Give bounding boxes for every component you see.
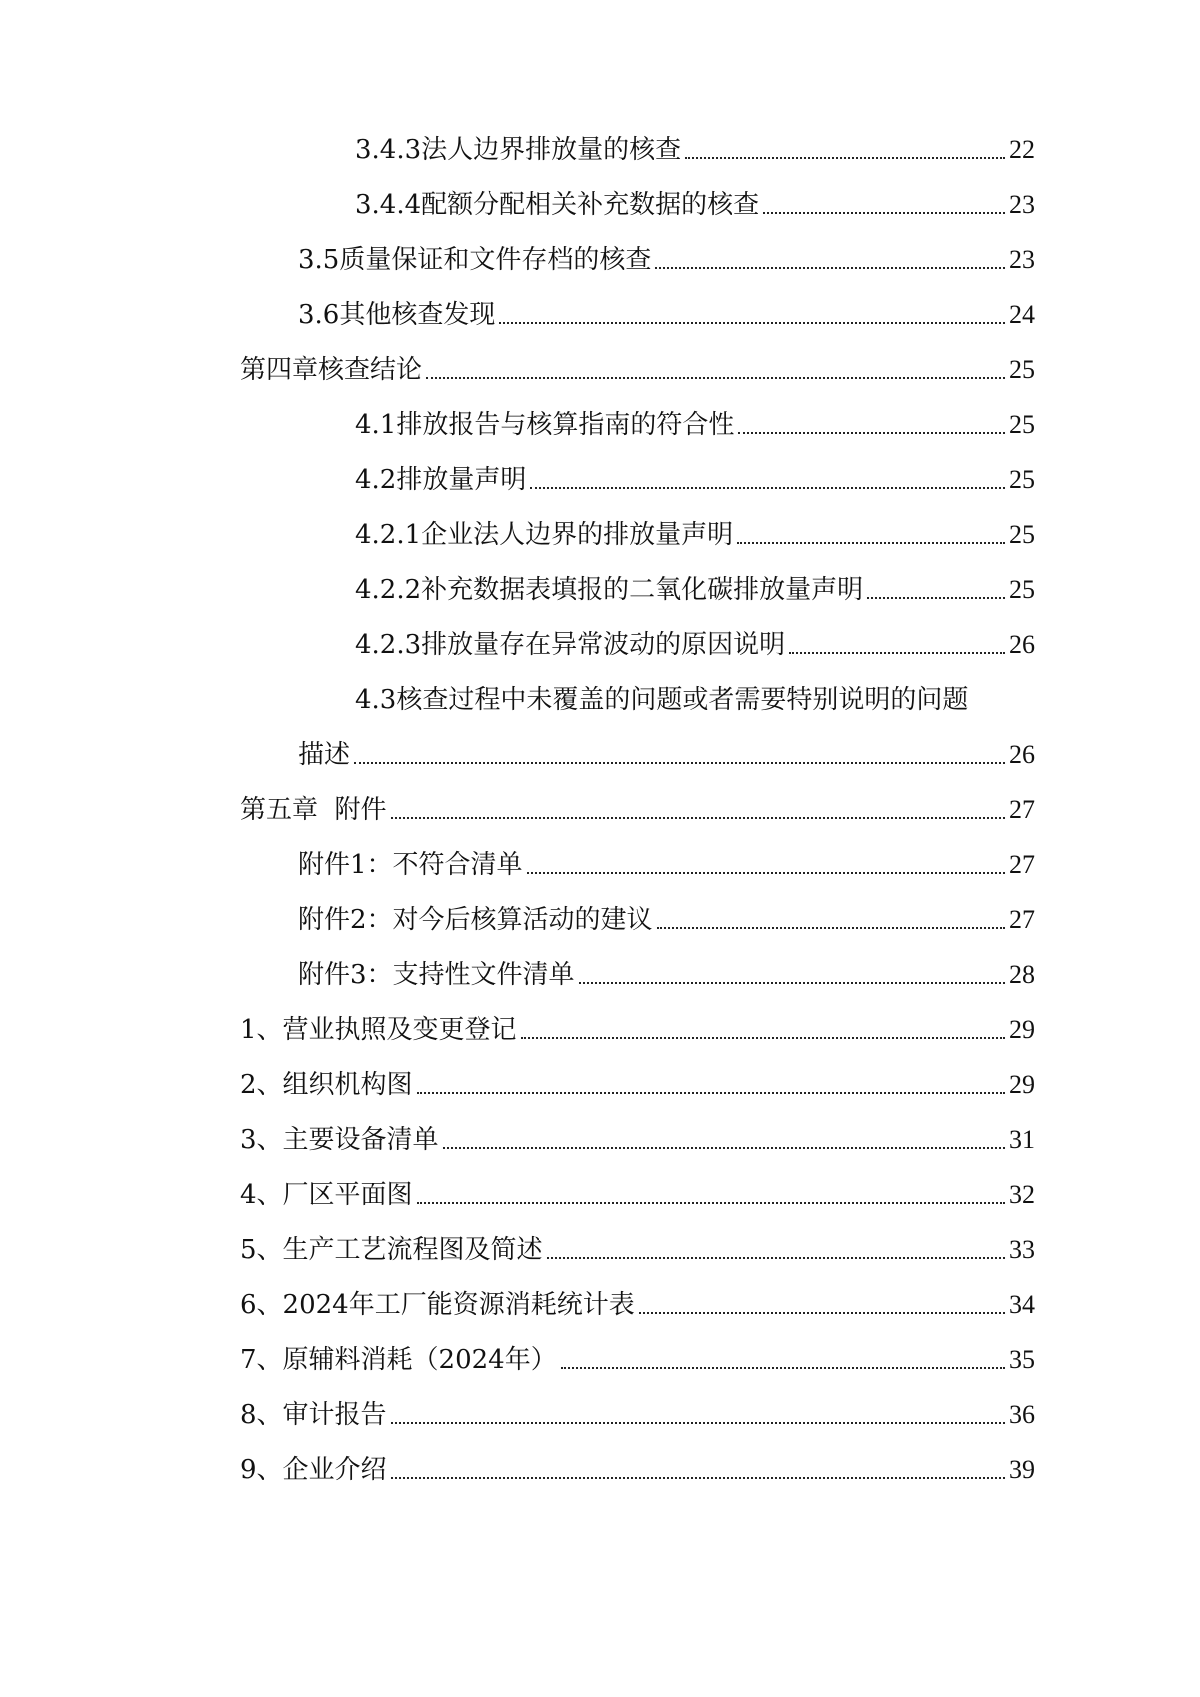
toc-entry[interactable]: [240, 1012, 1035, 1048]
toc-entry-label: 第四章核查结论: [240, 355, 423, 385]
toc-entry-label: 3.4.4配额分配相关补充数据的核查: [355, 190, 760, 220]
toc-entry[interactable]: [355, 187, 1035, 223]
dot-leader: [685, 157, 1005, 159]
toc-entry-label: 4.3核查过程中未覆盖的问题或者需要特别说明的问题: [355, 685, 969, 715]
toc-entry-label: 附件3：支持性文件清单: [298, 960, 575, 990]
toc-entry-page: 29: [1009, 1015, 1035, 1044]
toc-entry-label: 第五章 附件: [240, 795, 387, 825]
toc-entry[interactable]: [240, 352, 1035, 388]
toc-entry-page: 27: [1009, 905, 1035, 934]
dot-leader: [527, 872, 1005, 874]
toc-entry[interactable]: [298, 957, 1035, 993]
dot-leader: [579, 982, 1005, 984]
toc-entry[interactable]: [240, 1177, 1035, 1213]
toc-entry-page: 25: [1009, 410, 1035, 439]
toc-entry-label: 5、生产工艺流程图及简述: [240, 1235, 543, 1265]
toc-entry-page: 36: [1009, 1400, 1035, 1429]
toc-entry[interactable]: [298, 902, 1035, 938]
dot-leader: [521, 1037, 1005, 1039]
toc-entry-page: 33: [1009, 1235, 1035, 1264]
dot-leader: [655, 267, 1005, 269]
toc-entry-label: 3、主要设备清单: [240, 1125, 439, 1155]
toc-entry[interactable]: [355, 462, 1035, 498]
dot-leader: [391, 1477, 1005, 1479]
toc-entry-page: 31: [1009, 1125, 1035, 1154]
dot-leader: [547, 1257, 1005, 1259]
toc-entry-page: 32: [1009, 1180, 1035, 1209]
toc-entry-label: 4、厂区平面图: [240, 1180, 413, 1210]
toc-entry-label: 4.2排放量声明: [355, 465, 527, 495]
dot-leader: [867, 597, 1005, 599]
toc-entry[interactable]: [298, 297, 1035, 333]
toc-entry[interactable]: [355, 517, 1035, 553]
dot-leader: [354, 762, 1005, 764]
toc-entry-page: 27: [1009, 850, 1035, 879]
dot-leader: [530, 487, 1005, 489]
dot-leader: [426, 377, 1005, 379]
dot-leader: [789, 652, 1005, 654]
toc-entry-label-continued: 描述: [298, 740, 351, 770]
toc-entry-label: 7、原辅料消耗（2024年）: [240, 1345, 557, 1375]
dot-leader: [443, 1147, 1005, 1149]
toc-entry[interactable]: [240, 1397, 1035, 1433]
toc-entry-page: 22: [1009, 135, 1035, 164]
toc-entry-page: 26: [1009, 630, 1035, 659]
toc-entry[interactable]: [240, 1067, 1035, 1103]
toc-entry[interactable]: [298, 737, 1035, 773]
dot-leader: [737, 542, 1005, 544]
toc-entry[interactable]: [240, 1452, 1035, 1488]
dot-leader: [763, 212, 1005, 214]
dot-leader: [499, 322, 1005, 324]
toc-entry[interactable]: [240, 1232, 1035, 1268]
toc-entry-page: 23: [1009, 190, 1035, 219]
toc-entry[interactable]: [298, 847, 1035, 883]
toc-entry-label: 9、企业介绍: [240, 1455, 387, 1485]
toc-entry-page: 28: [1009, 960, 1035, 989]
toc-entry[interactable]: [240, 792, 1035, 828]
toc-entry-label: 8、审计报告: [240, 1400, 387, 1430]
toc-entry-label: 4.2.3排放量存在异常波动的原因说明: [355, 630, 786, 660]
dot-leader: [417, 1092, 1005, 1094]
toc-entry-page: 25: [1009, 575, 1035, 604]
dot-leader: [738, 432, 1005, 434]
toc-entry[interactable]: [355, 132, 1035, 168]
toc-entry-page: 29: [1009, 1070, 1035, 1099]
dot-leader: [391, 1422, 1005, 1424]
toc-entry-label: 4.1排放报告与核算指南的符合性: [355, 410, 735, 440]
toc-entry-wrapped-first-line[interactable]: [355, 682, 968, 718]
toc-entry-label: 附件2：对今后核算活动的建议: [298, 905, 653, 935]
dot-leader: [657, 927, 1005, 929]
toc-entry-label: 4.2.1企业法人边界的排放量声明: [355, 520, 734, 550]
toc-entry-page: 35: [1009, 1345, 1035, 1374]
toc-entry-label: 3.6其他核查发现: [298, 300, 496, 330]
toc-entry-label: 附件1：不符合清单: [298, 850, 523, 880]
toc-entry-page: 34: [1009, 1290, 1035, 1319]
toc-entry[interactable]: [240, 1122, 1035, 1158]
toc-entry[interactable]: [355, 572, 1035, 608]
toc-entry-page: 25: [1009, 355, 1035, 384]
toc-entry-label: 6、2024年工厂能资源消耗统计表: [240, 1290, 635, 1320]
toc-entry-label: 1、营业执照及变更登记: [240, 1015, 517, 1045]
toc-entry[interactable]: [355, 407, 1035, 443]
dot-leader: [561, 1367, 1005, 1369]
toc-entry[interactable]: [355, 627, 1035, 663]
toc-entry-page: 23: [1009, 245, 1035, 274]
toc-entry[interactable]: [240, 1342, 1035, 1378]
toc-entry-label: 3.4.3法人边界排放量的核查: [355, 135, 682, 165]
toc-entry-page: 24: [1009, 300, 1035, 329]
toc-entry[interactable]: [298, 242, 1035, 278]
dot-leader: [417, 1202, 1005, 1204]
toc-entry-label: 4.2.2补充数据表填报的二氧化碳排放量声明: [355, 575, 864, 605]
toc-entry-page: 25: [1009, 465, 1035, 494]
toc-entry-page: 27: [1009, 795, 1035, 824]
toc-entry-label: 3.5质量保证和文件存档的核查: [298, 245, 652, 275]
dot-leader: [391, 817, 1005, 819]
toc-entry-page: 25: [1009, 520, 1035, 549]
toc-entry-label: 2、组织机构图: [240, 1070, 413, 1100]
dot-leader: [639, 1312, 1005, 1314]
toc-entry[interactable]: [240, 1287, 1035, 1323]
toc-entry-page: 26: [1009, 740, 1035, 769]
toc-entry-page: 39: [1009, 1455, 1035, 1484]
